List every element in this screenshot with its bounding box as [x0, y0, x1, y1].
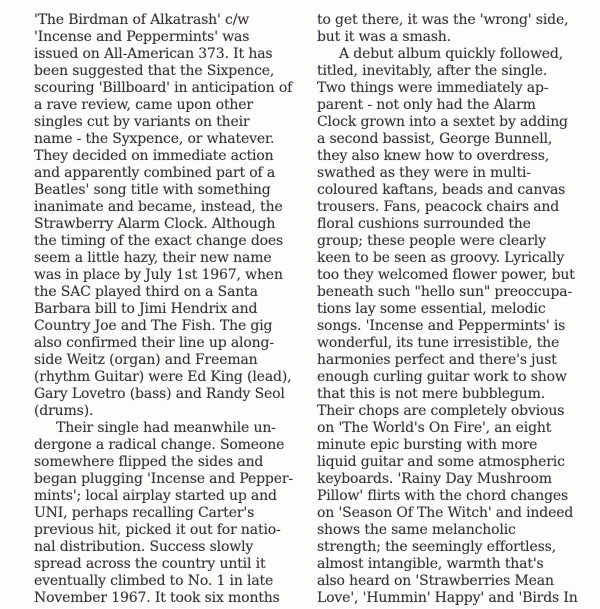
text-line: Clock grown into a sextet by adding: [317, 114, 568, 130]
text-line: beneath such "hello sun" preoccupa-: [317, 284, 573, 300]
text-line: began plugging 'Incense and Pepper-: [34, 471, 294, 487]
text-column-left: [34, 12, 304, 607]
text-line: singles cut by variants on their: [34, 114, 250, 130]
text-line: 'Incense and Peppermints' was: [34, 29, 250, 45]
text-line: side Weitz (organ) and Freeman: [34, 352, 258, 368]
text-line: keyboards. 'Rainy Day Mushroom: [317, 471, 552, 487]
text-line: Love', 'Hummin' Happy' and 'Birds In: [317, 590, 578, 606]
text-line: a rave review, came upon other: [34, 97, 253, 113]
text-line: floral cushions surrounded the: [317, 216, 531, 232]
text-line: liquid guitar and some atmospheric: [317, 454, 565, 470]
text-line: Strawberry Alarm Clock. Although: [34, 216, 276, 232]
text-line: was in place by July 1st 1967, when: [34, 267, 283, 283]
text-line: the SAC played third on a Santa: [34, 284, 258, 300]
text-line: Gary Lovetro (bass) and Randy Seol: [34, 386, 285, 402]
text-line: coloured kaftans, beads and canvas: [317, 182, 566, 198]
paragraph: [317, 46, 589, 607]
text-line: group; these people were clearly: [317, 233, 546, 249]
text-line: songs. 'Incense and Peppermints' is: [317, 318, 566, 334]
text-line: also heard on 'Strawberries Mean: [317, 573, 554, 589]
text-line: issued on All-American 373. It has: [34, 46, 273, 62]
text-line: the timing of the exact change does: [34, 233, 284, 249]
text-line: been suggested that the Sixpence,: [34, 63, 275, 79]
text-line: tions lay some essential, melodic: [317, 301, 546, 317]
text-line: to get there, it was the 'wrong' side,: [317, 12, 569, 28]
text-line: They decided on immediate action: [34, 148, 274, 164]
text-line: Their single had meanwhile un-: [56, 420, 276, 436]
text-line: titled, inevitably, after the single.: [317, 63, 548, 79]
text-line: spread across the country until it: [34, 556, 266, 572]
text-line: name - the Syxpence, or whatever.: [34, 131, 275, 147]
text-line: (rhythm Guitar) were Ed King (lead),: [34, 369, 292, 385]
text-line: 'The Birdman of Alkatrash' c/w: [34, 12, 250, 28]
text-column-right: [317, 12, 589, 607]
text-line: nal distribution. Success slowly: [34, 539, 254, 555]
text-line: A debut album quickly followed,: [339, 46, 564, 62]
text-line: strength; the seemingly effortless,: [317, 539, 557, 555]
text-line: almost intangible, warmth that's: [317, 556, 544, 572]
text-line: Their chops are completely obvious: [317, 403, 565, 419]
text-line: swathed as they were in multi-: [317, 165, 531, 181]
text-line: wonderful, its tune irresistible, the: [317, 335, 560, 351]
text-line: and apparently combined part of a: [34, 165, 276, 181]
text-line: also confirmed their line up along-: [34, 335, 274, 351]
text-line: keen to be seen as groovy. Lyrically: [317, 250, 565, 266]
text-line: Barbara bill to Jimi Hendrix and: [34, 301, 258, 317]
text-line: dergone a radical change. Someone: [34, 437, 285, 453]
text-line: but it was a smash.: [317, 29, 451, 45]
text-line: minute epic bursting with more: [317, 437, 538, 453]
text-line: harmonies perfect and there's just: [317, 352, 557, 368]
text-line: Country Joe and The Fish. The gig: [34, 318, 273, 334]
paragraph: [34, 420, 304, 607]
text-line: a second bassist, George Bunnell,: [317, 131, 553, 147]
text-line: previous hit, picked it out for natio-: [34, 522, 281, 538]
paragraph: [34, 12, 304, 420]
text-line: parent - not only had the Alarm: [317, 97, 536, 113]
text-line: somewhere flipped the sides and: [34, 454, 264, 470]
text-line: inanimate and became, instead, the: [34, 199, 283, 215]
text-line: mints'; local airplay started up and: [34, 488, 277, 504]
text-line: they also knew how to overdress,: [317, 148, 550, 164]
text-line: trousers. Fans, peacock chairs and: [317, 199, 560, 215]
text-line: enough curling guitar work to show: [317, 369, 567, 385]
text-line: eventually climbed to No. 1 in late: [34, 573, 274, 589]
paragraph: [317, 12, 589, 46]
text-line: Pillow' flirts with the chord changes: [317, 488, 569, 504]
text-line: UNI, perhaps recalling Carter's: [34, 505, 255, 521]
text-line: Beatles' song title with something: [34, 182, 271, 198]
text-line: on 'Season Of The Witch' and indeed: [317, 505, 574, 521]
text-line: shows the same melancholic: [317, 522, 516, 538]
text-line: (drums).: [34, 403, 94, 419]
text-line: on 'The World's On Fire', an eight: [317, 420, 552, 436]
text-line: scouring 'Billboard' in anticipation of: [34, 80, 293, 96]
text-line: that this is not mere bubblegum.: [317, 386, 546, 402]
text-line: November 1967. It took six months: [34, 590, 280, 606]
text-line: too they welcomed flower power, but: [317, 267, 575, 283]
text-line: seem a little hazy, their new name: [34, 250, 272, 266]
text-line: Two things were immediately ap-: [317, 80, 549, 96]
